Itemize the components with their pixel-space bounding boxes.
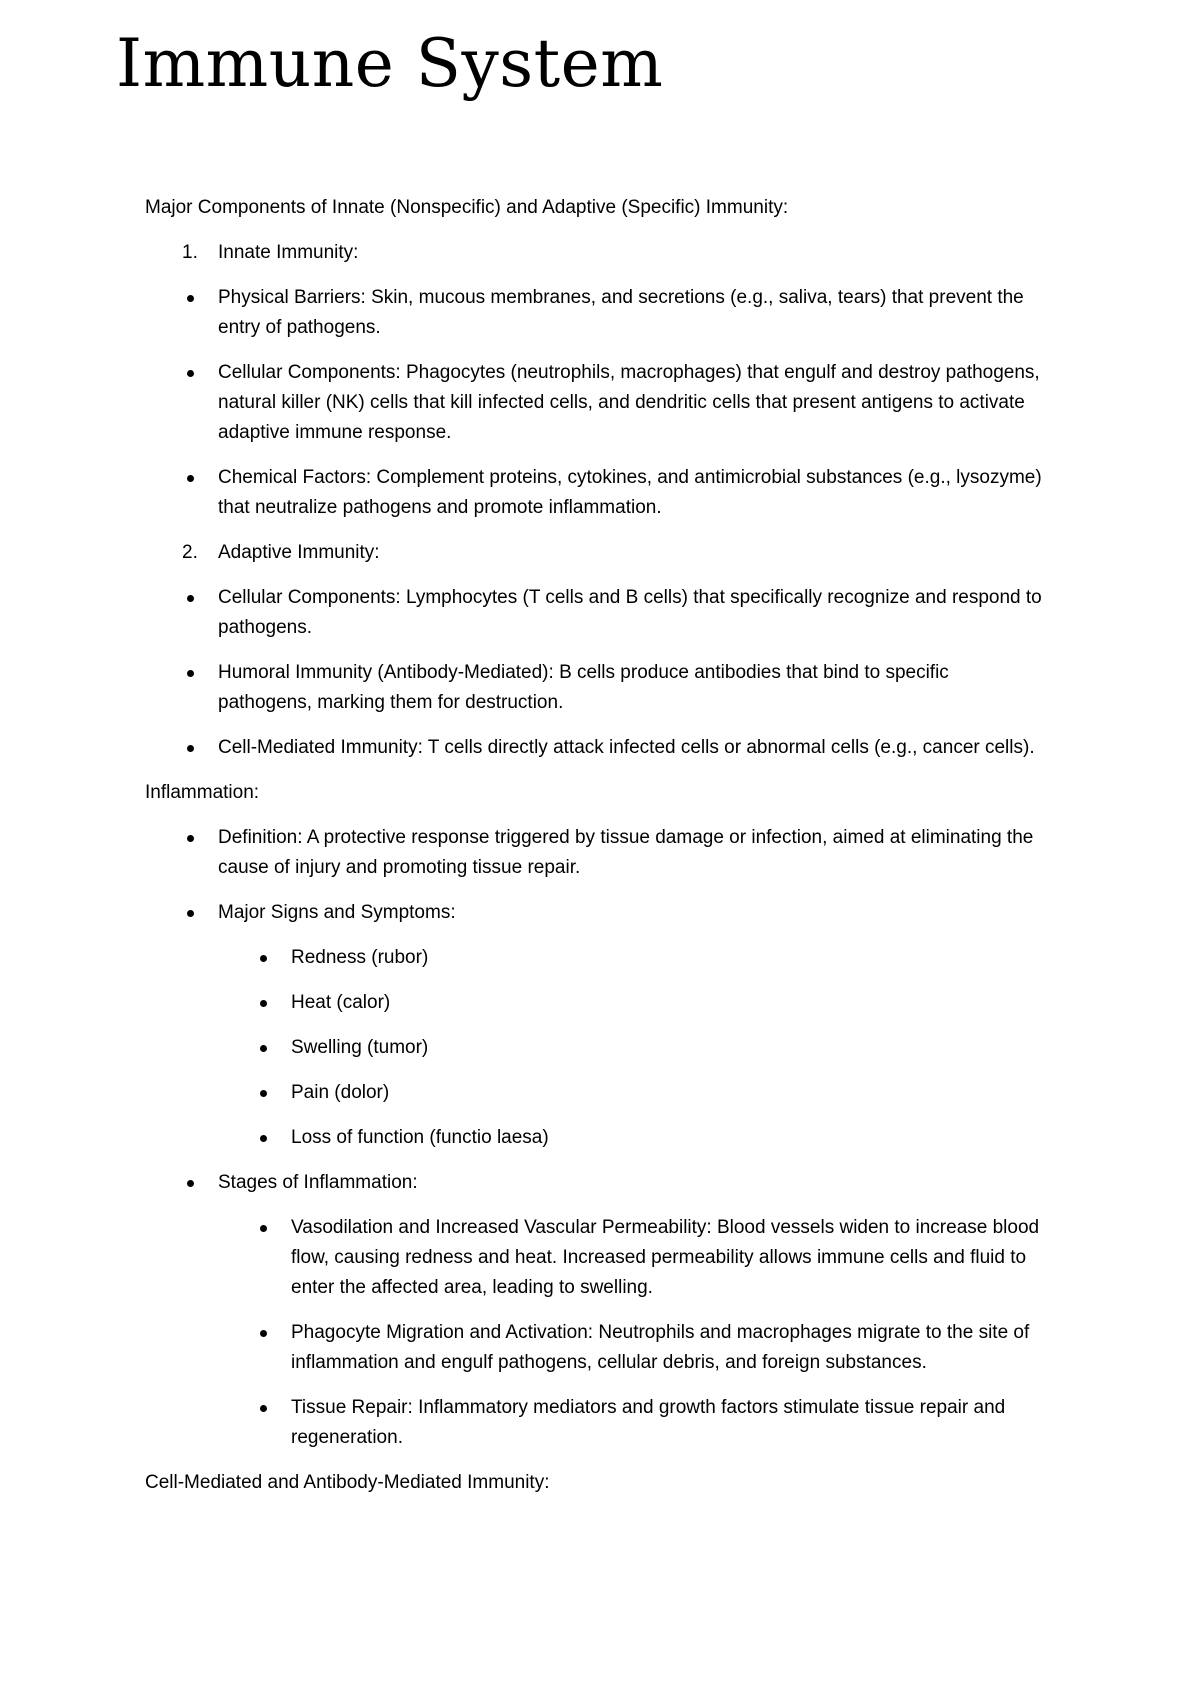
list-item [145, 898, 1045, 1153]
stages-sublist [218, 1213, 1045, 1453]
list-item-text: Heat (calor) [291, 992, 391, 1013]
numbered-item-innate [145, 238, 1045, 268]
innate-section [145, 238, 1045, 268]
list-item-text: Swelling (tumor) [291, 1037, 429, 1058]
inflammation-heading: Inflammation: [145, 782, 260, 803]
bullet-icon [187, 475, 194, 482]
bullet-icon [187, 745, 194, 752]
list-item-text: Chemical Factors: Complement proteins, cytokines, and antimicrobial substances (e.g., lysozyme) that neutralize pathogens and promote inflammation. [218, 467, 1042, 518]
numbered-item-adaptive [145, 538, 1045, 568]
list-number: 1. [182, 242, 198, 263]
list-item-text: Cell-Mediated Immunity: T cells directly attack infected cells or abnormal cells (e.g., cancer cells). [218, 737, 1035, 758]
bullet-icon [187, 295, 194, 302]
list-item [145, 283, 1045, 343]
bullet-icon [260, 1135, 267, 1142]
list-item [218, 1393, 1045, 1453]
intro-heading: Major Components of Innate (Nonspecific) and Adaptive (Specific) Immunity: [145, 197, 789, 218]
final-heading: Cell-Mediated and Antibody-Mediated Immunity: [145, 1472, 550, 1493]
list-item-text: Cellular Components: Lymphocytes (T cells and B cells) that specifically recognize and respond to pathogens. [218, 587, 1042, 638]
list-number: 2. [182, 542, 198, 563]
bullet-icon [260, 1090, 267, 1097]
bullet-icon [187, 910, 194, 917]
list-item-text: Loss of function (functio laesa) [291, 1127, 549, 1148]
bullet-icon [187, 670, 194, 677]
innate-label: Innate Immunity: [218, 242, 359, 263]
signs-sublist [218, 943, 1045, 1153]
adaptive-bullet-list [145, 583, 1045, 763]
list-item-text: Humoral Immunity (Antibody-Mediated): B cells produce antibodies that bind to specific pathogens, marking them for destruction. [218, 662, 949, 713]
bullet-icon [187, 370, 194, 377]
list-item [218, 1213, 1045, 1303]
innate-bullet-list [145, 283, 1045, 523]
adaptive-label: Adaptive Immunity: [218, 542, 380, 563]
inflammation-bullet-list [145, 823, 1045, 1453]
list-item [145, 1168, 1045, 1453]
list-item [218, 943, 1045, 973]
list-item [145, 583, 1045, 643]
list-item [145, 823, 1045, 883]
stages-label: Stages of Inflammation: [218, 1172, 418, 1193]
bullet-icon [260, 955, 267, 962]
bullet-icon [260, 1405, 267, 1412]
list-item [145, 658, 1045, 718]
list-item-text: Phagocyte Migration and Activation: Neutrophils and macrophages migrate to the site of inflammation and engulf pathogens, cellular debris, and foreign substances. [291, 1322, 1030, 1373]
bullet-icon [260, 1045, 267, 1052]
list-item [145, 733, 1045, 763]
list-item-text: Cellular Components: Phagocytes (neutrophils, macrophages) that engulf and destroy pathogens, natural killer (NK) cells that kill infected cells, and dendritic cells that present antigens to activate adaptive immune response. [218, 362, 1040, 443]
list-item [145, 463, 1045, 523]
list-item [218, 988, 1045, 1018]
list-item-text: Physical Barriers: Skin, mucous membranes, and secretions (e.g., saliva, tears) that prevent the entry of pathogens. [218, 287, 1024, 338]
list-item [218, 1033, 1045, 1063]
signs-label: Major Signs and Symptoms: [218, 902, 456, 923]
list-item-text: Pain (dolor) [291, 1082, 390, 1103]
bullet-icon [260, 1330, 267, 1337]
bullet-icon [187, 595, 194, 602]
bullet-icon [187, 1180, 194, 1187]
list-item-text: Tissue Repair: Inflammatory mediators and growth factors stimulate tissue repair and regeneration. [291, 1397, 1006, 1448]
bullet-icon [187, 835, 194, 842]
list-item [218, 1123, 1045, 1153]
list-item [218, 1078, 1045, 1108]
list-item [218, 1318, 1045, 1378]
document-body [145, 193, 1045, 1513]
list-item-text: Redness (rubor) [291, 947, 429, 968]
bullet-icon [260, 1225, 267, 1232]
page-title: Immune System [116, 25, 664, 102]
list-item-text: Vasodilation and Increased Vascular Permeability: Blood vessels widen to increase blood flow, causing redness and heat. Increased permeability allows immune cells and fluid to enter the affected area, leading to swelling. [291, 1217, 1040, 1298]
definition-text: Definition: A protective response triggered by tissue damage or infection, aimed at eliminating the cause of injury and promoting tissue repair. [218, 827, 1034, 878]
list-item [145, 358, 1045, 448]
adaptive-section [145, 538, 1045, 568]
bullet-icon [260, 1000, 267, 1007]
